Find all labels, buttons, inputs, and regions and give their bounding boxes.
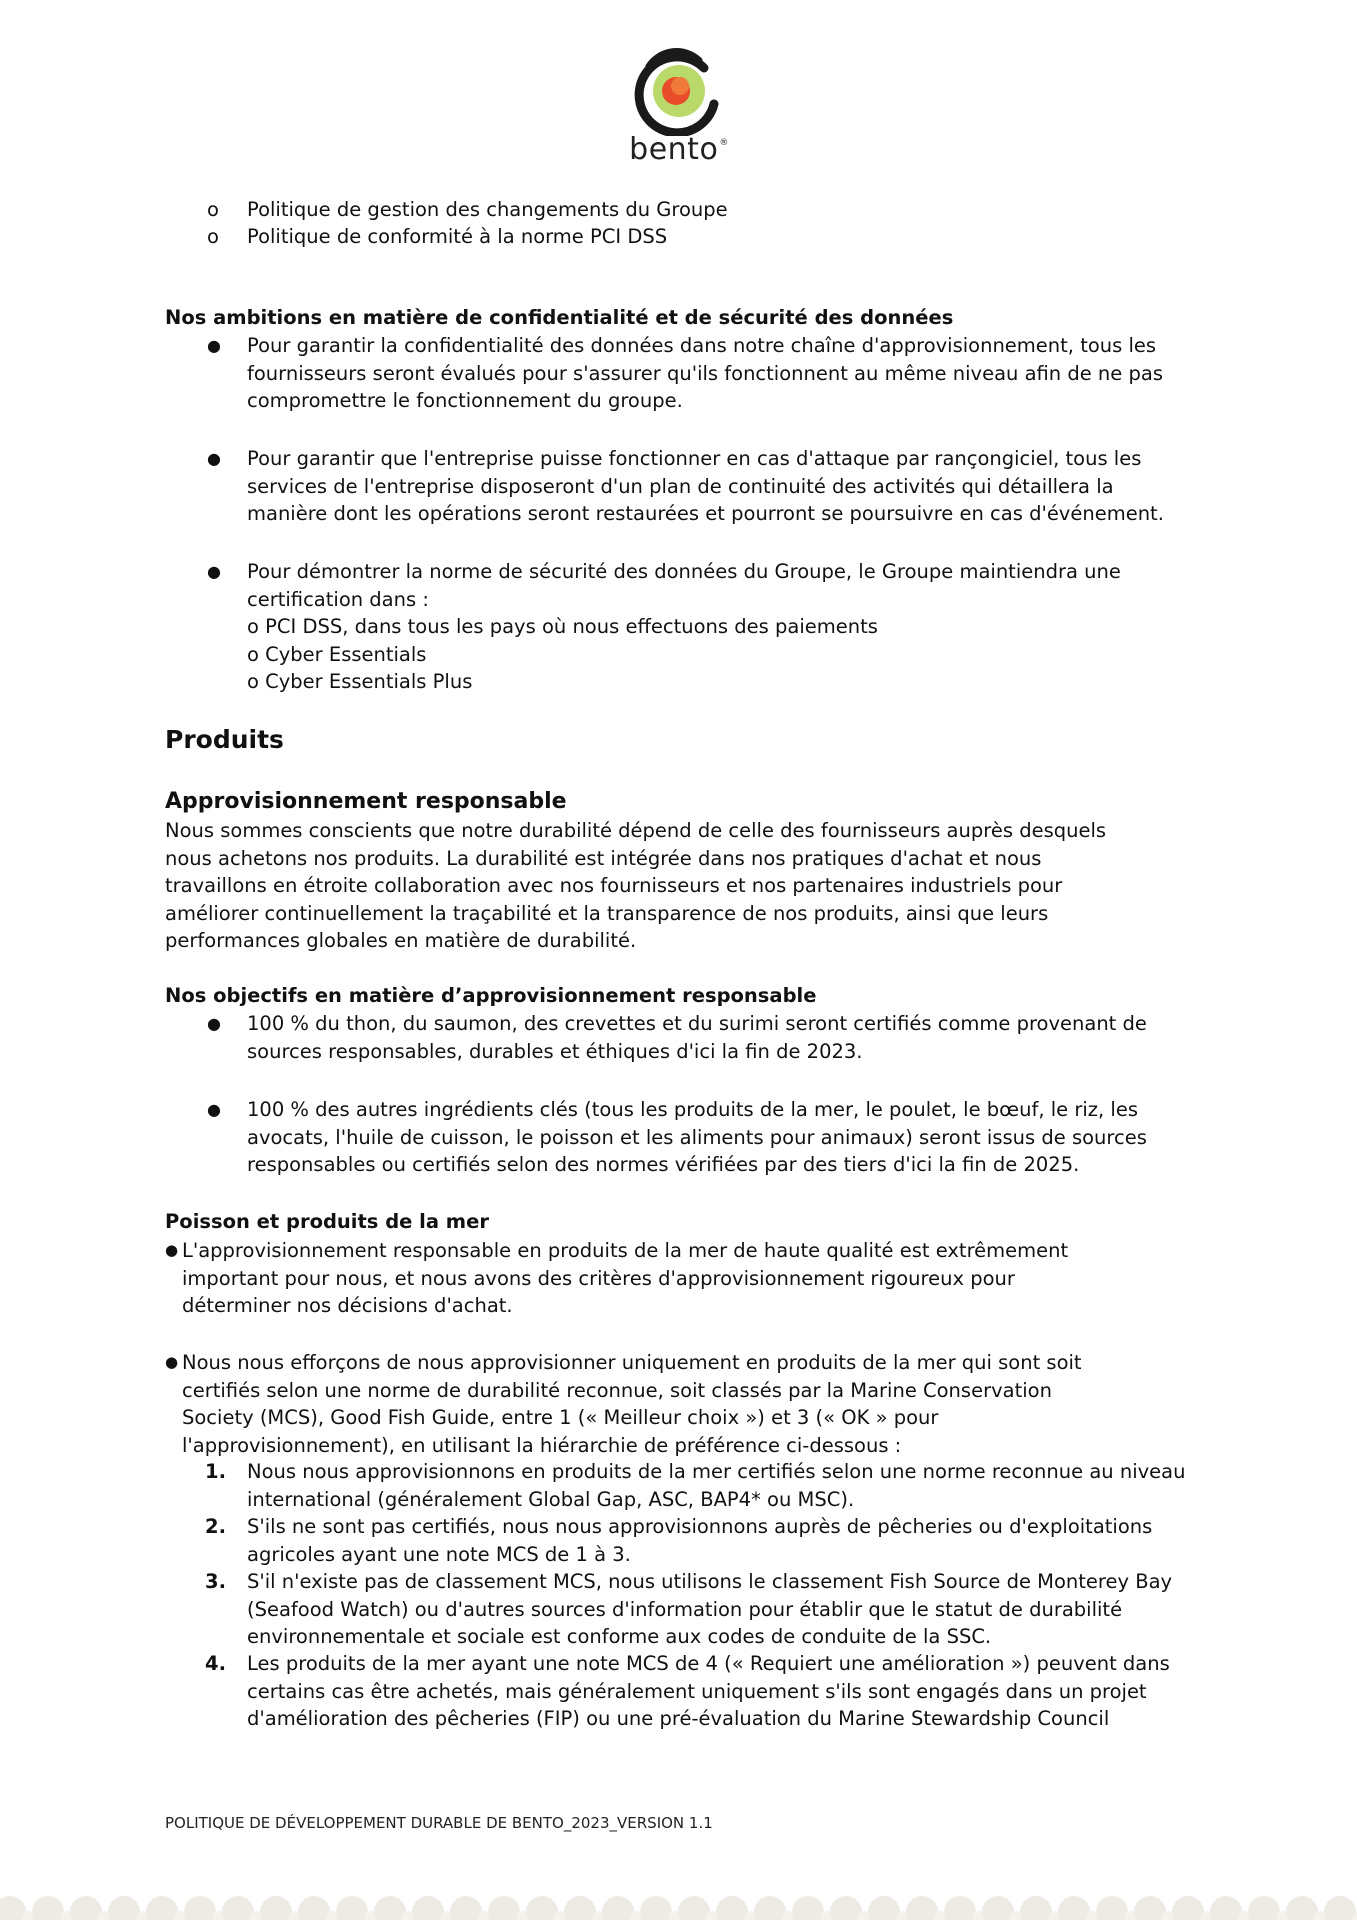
band-circle	[868, 1896, 900, 1920]
bullet-icon: ●	[207, 562, 221, 581]
decorative-band-icon	[0, 1880, 1357, 1920]
band-circle	[1324, 1896, 1356, 1920]
paragraph: Nous sommes conscients que notre durabilité dépend de celle des fournisseurs auprès desquels nous achetons nos produits. La durabilité est intégrée dans nos pratiques d'achat et nous travaillons en étroite collaboration avec nos fournisseurs et nos partenaires industriels pour améliorer continuellement la traçabilité et la transparence de nos produits, ainsi que leurs performances globales en matière de durabilité.	[165, 819, 1107, 952]
band-circle	[906, 1896, 938, 1920]
subsection-title: Approvisionnement responsable	[165, 789, 567, 814]
section-heading: Nos objectifs en matière d’approvisionnement responsable	[165, 984, 817, 1007]
band-circle	[1172, 1896, 1204, 1920]
band-circle	[32, 1896, 64, 1920]
section-heading: Poisson et produits de la mer	[165, 1210, 489, 1233]
band-circle	[450, 1896, 482, 1920]
section-title: Produits	[165, 725, 284, 754]
band-circle	[564, 1896, 596, 1920]
band-circle	[222, 1896, 254, 1920]
circle-bullet-icon: o	[207, 225, 219, 248]
band-circle	[1020, 1896, 1052, 1920]
band-circle	[108, 1896, 140, 1920]
band-circle	[298, 1896, 330, 1920]
circle-bullet-icon: o	[207, 198, 219, 221]
band-circle	[716, 1896, 748, 1920]
band-circle	[260, 1896, 292, 1920]
bullet-icon: ●	[207, 336, 221, 355]
bullet-icon: ●	[165, 1353, 179, 1371]
bullet-icon: ●	[165, 1241, 179, 1259]
band-circle	[982, 1896, 1014, 1920]
bento-logo-mark-icon	[618, 46, 740, 136]
band-circle	[336, 1896, 368, 1920]
band-circle	[70, 1896, 102, 1920]
band-circle	[412, 1896, 444, 1920]
band-circle	[488, 1896, 520, 1920]
band-circle	[526, 1896, 558, 1920]
section-heading: Nos ambitions en matière de confidentialité et de sécurité des données	[165, 306, 954, 329]
page-footer: POLITIQUE DE DÉVELOPPEMENT DURABLE DE BENTO_2023_VERSION 1.1	[165, 1814, 713, 1832]
band-circle	[1286, 1896, 1318, 1920]
band-circle	[1248, 1896, 1280, 1920]
band-circle	[792, 1896, 824, 1920]
band-circle	[754, 1896, 786, 1920]
band-circle	[184, 1896, 216, 1920]
bullet-icon: ●	[207, 449, 221, 468]
band-circle	[1210, 1896, 1242, 1920]
document-page: bento® o Politique de gestion des changements du Groupe o Politique de conformité à la norme PCI DSS Nos ambitions en matière de confidentialité et de sécurité des données ● Pour garantir la confidentialité des données dans notre chaîne d'approvisionnement, tous les fournisseurs seront évalués pour s'assurer qu'ils fonctionnent au même niveau afin de ne pas compromettre le fonctionnement du groupe. ● Pour garantir que l'entreprise puisse fonctionner en cas d'attaque par rançongiciel, tous les services de l'entreprise disposeront d'un plan de continuité des activités qui détaillera la manière dont les opérations seront restaurées et pourront se poursuivre en cas d'événement. ● Pour démontrer la norme de sécurité des données du Groupe, le Groupe maintiendra une certification dans : o PCI DSS, dans tous les pays où nous effectuons des paiements o Cyber Essentials o Cyber Essentials Plus Produits Approvisionnement responsable Nous sommes conscients que notre durabilité dépend de celle des fournisseurs auprès desquels nous achetons nos produits. La durabilité est intégrée dans nos pratiques d'achat et nous travaillons en étroite collaboration avec nos fournisseurs et nos partenaires industriels pour améliorer continuellement la traçabilité et la transparence de nos produits, ainsi que leurs performances globales en matière de durabilité. Nos objectifs en matière d’approvisionnement responsable ● 100 % du thon, du saumon, des crevettes et du surimi seront certifiés comme provenant de sources responsables, durables et éthiques d'ici la fin de 2023. ● 100 % des autres ingrédients clés (tous les produits de la mer, le poulet, le bœuf, le riz, les avocats, l'huile de cuisson, le poisson et les aliments pour animaux) seront issus de sources responsables ou certifiés selon des normes vérifiées par des tiers d'ici la fin de 2025. Poisson et produits de la mer ● L'approvisionnement responsable en produits de la mer de haute qualité est extrêmement important pour nous, et nous avons des critères d'approvisionnement rigoureux pour déterminer nos décisions d'achat. ● Nous nous efforçons de nous approvisionner uniquement en produits de la mer qui sont soit certifiés selon une norme de durabilité reconnue, soit classés par la Marine Conservation Society (MCS), Good Fish Guide, entre 1 (« Meilleur choix ») et 3 (« OK » pour l'approvisionnement), en utilisant la hiérarchie de préférence ci-dessous : 1. Nous nous approvisionnons en produits de la mer certifiés selon une norme reconnue au niveau international (généralement Global Gap, ASC, BAP4* ou MSC). 2. S'ils ne sont pas certifiés, nous nous approvisionnons auprès de pêcheries ou d'exploitations agricoles ayant une note MCS de 1 à 3. 3. S'il n'existe pas de classement MCS, nous utilisons le classement Fish Source de Monterey Bay (Seafood Watch) ou d'autres sources d'information pour établir que le statut de durabilité environnementale et sociale est conforme aux codes de conduite de la SSC. 4. Les produits de la mer ayant une note MCS de 4 (« Requiert une amélioration ») peuvent dans certains cas être achetés, mais généralement uniquement s'ils sont engagés dans un projet d'amélioration des pêcheries (FIP) ou une pré-évaluation du Marine Stewardship Council POLITIQUE DE DÉVELOPPEMENT DURABLE DE BENTO_2023_VERSION 1.1	[0, 0, 1357, 1920]
logo-wordmark: bento®	[629, 132, 729, 167]
band-circle	[640, 1896, 672, 1920]
band-circle	[146, 1896, 178, 1920]
band-circle	[374, 1896, 406, 1920]
bullet-icon: ●	[207, 1014, 221, 1033]
bullet-icon: ●	[207, 1100, 221, 1119]
band-circle	[602, 1896, 634, 1920]
bento-logo	[618, 46, 740, 172]
band-circle	[0, 1896, 26, 1920]
band-circle	[830, 1896, 862, 1920]
band-circle	[1058, 1896, 1090, 1920]
band-circle	[944, 1896, 976, 1920]
band-circle	[678, 1896, 710, 1920]
band-circle	[1096, 1896, 1128, 1920]
band-circle	[1134, 1896, 1166, 1920]
